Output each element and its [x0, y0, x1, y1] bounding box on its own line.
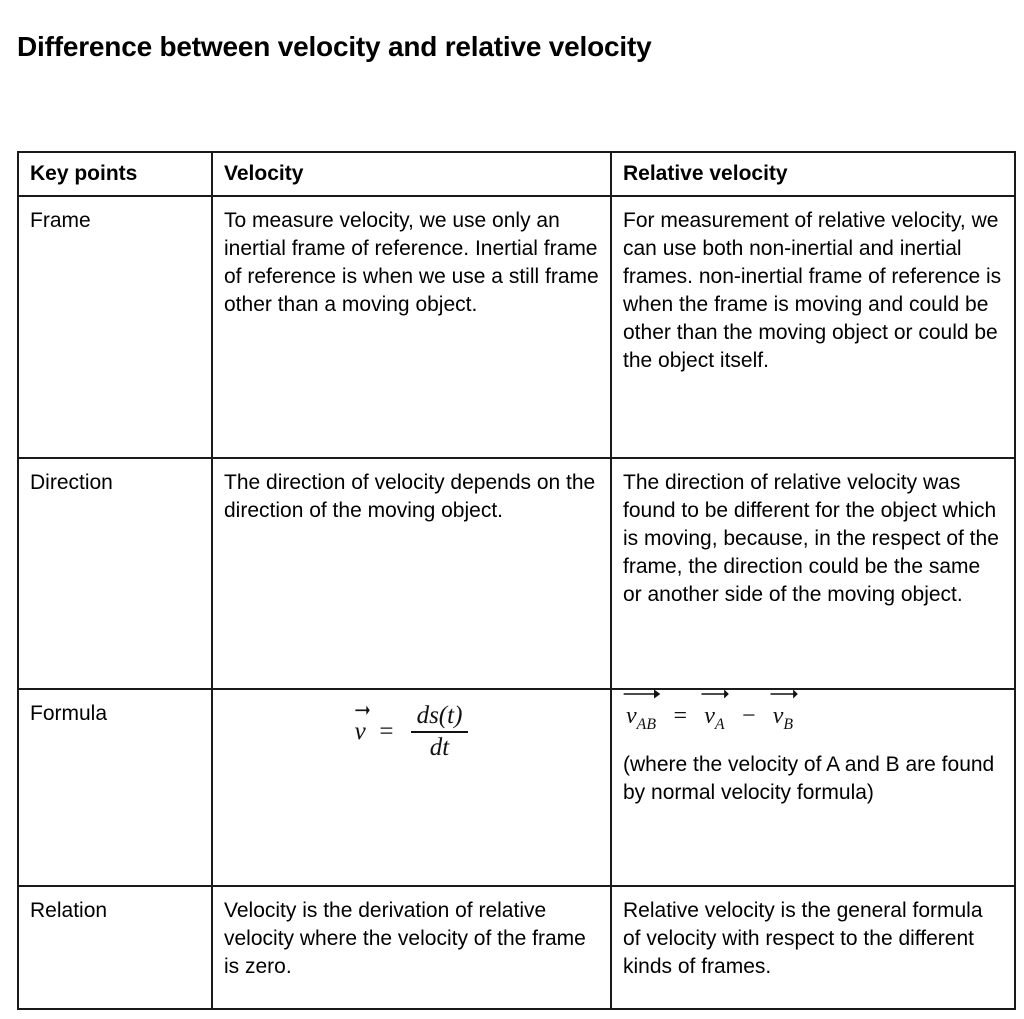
- term-subscript: A: [714, 715, 725, 733]
- cell-velocity-relation: [212, 886, 611, 1009]
- cell-key-label: Direction: [30, 471, 113, 494]
- cell-key-label: Frame: [30, 209, 91, 232]
- table-row: [18, 886, 1015, 1009]
- cell-relative-velocity-direction: [611, 458, 1015, 689]
- cell-relative-velocity-formula: [611, 689, 1015, 886]
- cell-relative-velocity-relation: [611, 886, 1015, 1009]
- table-header-row: [18, 152, 1015, 196]
- cell-velocity-direction: [212, 458, 611, 689]
- term-base: v: [704, 703, 715, 729]
- cell-velocity-formula: [212, 689, 611, 886]
- table-row: [18, 458, 1015, 689]
- derivative-fraction: [411, 702, 469, 762]
- column-header-velocity: Velocity: [212, 152, 611, 196]
- cell-text: To measure velocity, we use only an inertial frame of reference. Inertial frame of reference is when we use a still frame other than a moving object.: [224, 209, 599, 316]
- term-subscript: AB: [636, 715, 656, 733]
- relative-velocity-term-ab: [623, 702, 659, 739]
- row-key-formula: [18, 689, 212, 886]
- equals-sign: =: [377, 718, 395, 745]
- cell-text: Velocity is the derivation of relative velocity where the velocity of the frame is zero.: [224, 899, 586, 978]
- relative-velocity-formula: [623, 700, 1003, 743]
- term-base: v: [626, 703, 637, 729]
- vector-arrow-icon: [355, 703, 370, 716]
- row-key-relation: [18, 886, 212, 1009]
- velocity-vector-symbol: [355, 718, 368, 746]
- table-row: [18, 196, 1015, 458]
- term-base: v: [772, 703, 784, 729]
- equals-sign: =: [672, 703, 689, 729]
- relative-formula-note: (where the velocity of A and B are found by normal velocity formula): [623, 752, 995, 804]
- velocity-symbol-base: v: [354, 718, 366, 745]
- column-header-relative-velocity: Relative velocity: [611, 152, 1015, 196]
- fraction-denominator: dt: [429, 734, 450, 761]
- cell-relative-velocity-frame: [611, 196, 1015, 458]
- column-header-key-points: Key points: [18, 152, 212, 196]
- relative-velocity-term-a: [701, 702, 727, 739]
- cell-key-label: Formula: [30, 702, 108, 725]
- cell-text: The direction of relative velocity was found to be different for the object which is moving, because, in the respect of the frame, the direction could be the same or another side of the moving object.: [623, 471, 999, 606]
- cell-velocity-frame: [212, 196, 611, 458]
- vector-arrow-icon: [770, 687, 798, 699]
- row-key-frame: [18, 196, 212, 458]
- term-subscript: B: [783, 715, 794, 733]
- row-key-direction: [18, 458, 212, 689]
- page-title: Difference between velocity and relative velocity: [17, 30, 652, 62]
- velocity-formula: [224, 700, 599, 762]
- vector-arrow-icon: [701, 687, 729, 699]
- table-row: [18, 689, 1015, 886]
- cell-text: Relative velocity is the general formula of velocity with respect to the different kinds of frames.: [623, 899, 983, 978]
- vector-arrow-icon: [623, 687, 661, 699]
- minus-sign: −: [740, 703, 757, 729]
- fraction-numerator: ds(t): [416, 702, 463, 729]
- cell-text: For measurement of relative velocity, we can use both non-inertial and inertial frames. non-inertial frame of reference is when the frame is moving and could be other than the moving object or could be the object itself.: [623, 209, 1002, 372]
- comparison-table: [17, 151, 1016, 1010]
- cell-key-label: Relation: [30, 899, 108, 922]
- cell-text: The direction of velocity depends on the direction of the moving object.: [224, 471, 596, 522]
- relative-velocity-term-b: [770, 702, 796, 739]
